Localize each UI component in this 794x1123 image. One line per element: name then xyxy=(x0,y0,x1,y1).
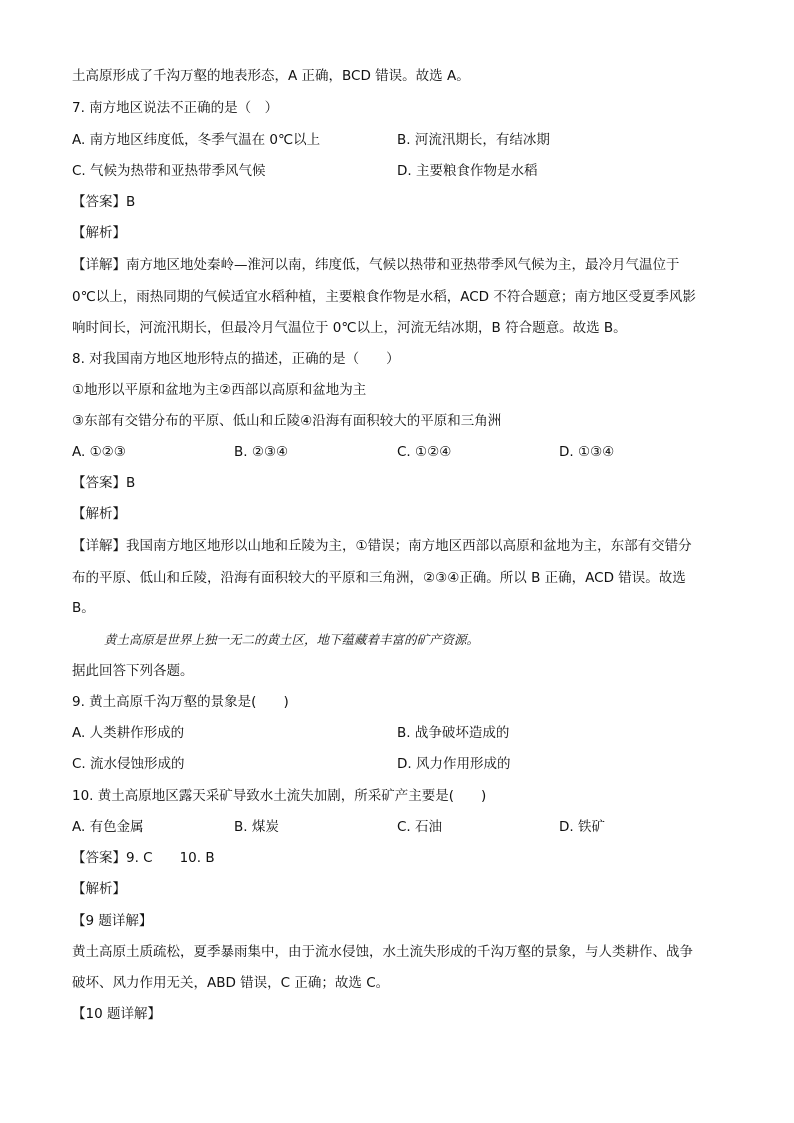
option-9b: B. 战争破坏造成的 xyxy=(397,725,510,741)
option-9a: A. 人类耕作形成的 xyxy=(72,725,185,741)
detail-7-line-2: 0℃以上，雨热同期的气候适宜水稻种植，主要粮食作物是水稻，ACD 不符合题意；南方地区受夏季风影 xyxy=(72,289,696,305)
option-7a: A. 南方地区纬度低，冬季气温在 0℃以上 xyxy=(72,132,321,148)
statement-8-2: ③东部有交错分布的平原、低山和丘陵④沿海有面积较大的平原和三角洲 xyxy=(72,413,502,429)
question-9: 9. 黄土高原千沟万壑的景象是( ) xyxy=(72,694,289,710)
option-8b: B. ②③④ xyxy=(234,444,289,460)
analysis-label-8: 【解析】 xyxy=(72,506,126,522)
answer-8: 【答案】B xyxy=(72,475,136,491)
detail-7-line-1: 【详解】南方地区地处秦岭—淮河以南，纬度低，气候以热带和亚热带季风气候为主，最冷月气温位于 xyxy=(72,257,680,273)
option-10c: C. 石油 xyxy=(397,819,443,835)
detail-9-line-2: 破坏、风力作用无关，ABD 错误，C 正确；故选 C。 xyxy=(72,975,390,991)
option-7b: B. 河流汛期长，有结冰期 xyxy=(397,132,550,148)
instruction-line: 据此回答下列各题。 xyxy=(72,663,194,679)
option-9d: D. 风力作用形成的 xyxy=(397,756,511,772)
material-intro: 黄土高原是世界上独一无二的黄土区，地下蕴藏着丰富的矿产资源。 xyxy=(104,632,480,647)
option-10d: D. 铁矿 xyxy=(559,819,605,835)
option-10a: A. 有色金属 xyxy=(72,819,144,835)
statement-8-1: ①地形以平原和盆地为主②西部以高原和盆地为主 xyxy=(72,382,367,398)
option-8c: C. ①②④ xyxy=(397,444,452,460)
option-8a: A. ①②③ xyxy=(72,444,126,460)
option-10b: B. 煤炭 xyxy=(234,819,279,835)
question-7: 7. 南方地区说法不正确的是（ ） xyxy=(72,100,279,116)
analysis-label-7: 【解析】 xyxy=(72,225,126,241)
text-line: 土高原形成了千沟万壑的地表形态，A 正确，BCD 错误。故选 A。 xyxy=(72,68,470,84)
detail-8-line-3: B。 xyxy=(72,600,95,616)
detail-7-line-3: 响时间长，河流汛期长，但最冷月气温位于 0℃以上，河流无结冰期，B 符合题意。故选 B。 xyxy=(72,320,627,336)
option-9c: C. 流水侵蚀形成的 xyxy=(72,756,185,772)
option-8d: D. ①③④ xyxy=(559,444,615,460)
detail-9-line-1: 黄土高原土质疏松，夏季暴雨集中，由于流水侵蚀，水土流失形成的千沟万壑的景象，与人类耕作、战争 xyxy=(72,944,693,960)
question-8: 8. 对我国南方地区地形特点的描述，正确的是（ ） xyxy=(72,351,400,367)
answer-9-10: 【答案】9. C 10. B xyxy=(72,850,215,866)
option-7c: C. 气候为热带和亚热带季风气候 xyxy=(72,163,266,179)
answer-7: 【答案】B xyxy=(72,194,136,210)
detail-8-line-2: 布的平原、低山和丘陵，沿海有面积较大的平原和三角洲，②③④正确。所以 B 正确，ACD 错误。故选 xyxy=(72,570,686,586)
detail-8-line-1: 【详解】我国南方地区地形以山地和丘陵为主，①错误；南方地区西部以高原和盆地为主，东部有交错分 xyxy=(72,538,692,554)
detail-9-heading: 【9 题详解】 xyxy=(72,913,153,929)
detail-10-heading: 【10 题详解】 xyxy=(72,1006,161,1022)
analysis-label-9-10: 【解析】 xyxy=(72,881,126,897)
question-10: 10. 黄土高原地区露天采矿导致水土流失加剧，所采矿产主要是( ) xyxy=(72,788,487,804)
option-7d: D. 主要粮食作物是水稻 xyxy=(397,163,538,179)
